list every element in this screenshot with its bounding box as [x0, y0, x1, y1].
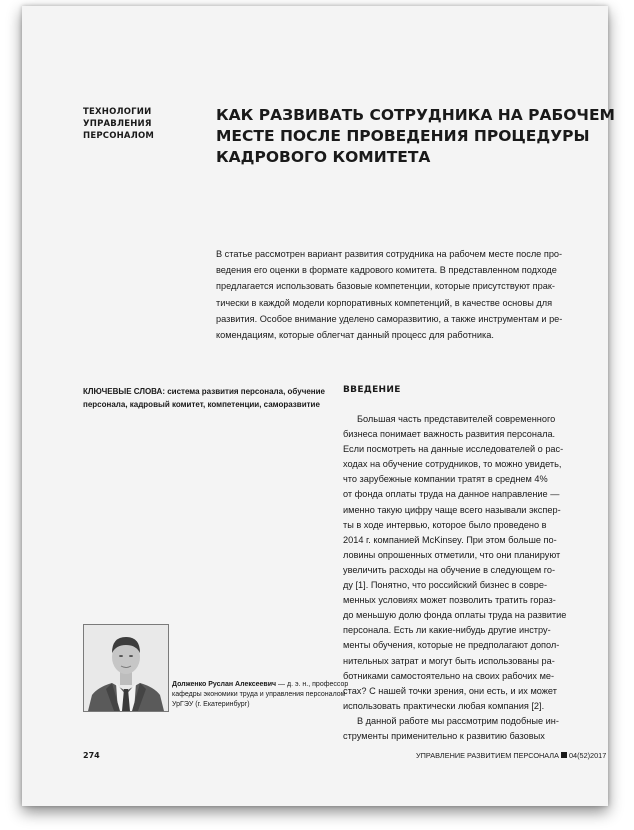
body-line: ловины опрошенных отметили, что они планируют: [343, 549, 561, 560]
abstract-line: В статье рассмотрен вариант развития сотрудника на рабочем месте после про-: [216, 249, 563, 259]
square-separator-icon: [561, 752, 567, 758]
section-label-line: ПЕРСОНАЛОМ: [83, 131, 155, 141]
author-line: [172, 680, 352, 690]
abstract-line: предлагается использовать базовые компетенции, которые присутствуют прак-: [216, 281, 555, 292]
body-line: увеличить расходы на обучение в следующем го-: [343, 564, 556, 575]
author-name: Долженко Руслан Алексеевич: [172, 681, 277, 688]
body-line: что зарубежные компании тратят в среднем 4%: [343, 474, 548, 485]
body-line: бизнеса понимает важность развития персонала.: [343, 429, 556, 440]
body-line: до меньшую долю фонда оплаты труда на развитие: [343, 610, 567, 621]
author-info: [172, 680, 352, 710]
abstract-line: комендациям, которые облегчат данный процесс для работника.: [216, 330, 494, 341]
author-location: УрГЭУ (г. Екатеринбург): [172, 701, 250, 708]
body-line: В данной работе мы рассмотрим подобные ин-: [357, 715, 559, 726]
body-line: использовать практически любая компания [2].: [343, 700, 545, 711]
intro-text: [343, 412, 605, 744]
section-label: [83, 106, 193, 142]
abstract: [216, 246, 588, 343]
body-line: ду [1]. Понятно, что российский бизнес в совре-: [343, 580, 548, 591]
body-line: ботниками самостоятельно на своих рабочих ме-: [343, 670, 555, 681]
body-line: 2014 г. компанией McKinsey. При этом больше по-: [343, 534, 557, 545]
body-line: ты в ходе интервью, которое было проведено в: [343, 519, 547, 530]
intro-heading: ВВЕДЕНИЕ: [343, 385, 401, 395]
body-line: ходах на обучение сотрудников, то можно увидеть,: [343, 459, 562, 470]
abstract-line: ведения его оценки в формате кадрового комитета. В представленном подходе: [216, 265, 557, 276]
author-affiliation: кафедры экономики труда и управления персоналом: [172, 691, 346, 698]
body-line: Большая часть представителей современного: [357, 414, 556, 424]
body-line: нительных затрат и могут быть использованы ра-: [343, 655, 555, 666]
section-label-line: ТЕХНОЛОГИИ: [83, 107, 152, 117]
body-line: менты обучения, которые не предполагают допол-: [343, 640, 560, 651]
section-label-line: УПРАВЛЕНИЯ: [83, 119, 152, 129]
author-degree: — д. э. н., профессор: [276, 681, 349, 688]
body-line: именно такую цифру чаще всего называли экспер-: [343, 504, 561, 515]
journal-footer: [416, 751, 606, 760]
article-title-line: КАК РАЗВИВАТЬ СОТРУДНИКА НА РАБОЧЕМ: [216, 106, 615, 124]
journal-name: УПРАВЛЕНИЕ РАЗВИТИЕМ ПЕРСОНАЛА: [416, 751, 559, 760]
journal-issue: 04(52)2017: [568, 751, 607, 760]
page-number: 274: [83, 751, 100, 760]
article-title-line: МЕСТЕ ПОСЛЕ ПРОВЕДЕНИЯ ПРОЦЕДУРЫ: [216, 127, 590, 145]
body-line: Если посмотреть на данные исследователей о рас-: [343, 444, 564, 455]
abstract-line: развития. Особое внимание уделено саморазвитию, а также инструментам и ре-: [216, 313, 563, 324]
keywords-line: КЛЮЧЕВЫЕ СЛОВА: система развития персонала, обучение: [83, 387, 325, 396]
article-title: [216, 105, 615, 168]
author-photo: [83, 624, 169, 712]
body-line: струменты применительно к развитию базовых: [343, 730, 545, 741]
body-line: стах? С нашей точки зрения, они есть, и их может: [343, 685, 557, 696]
body-line: персонала. Есть ли какие-нибудь другие инстру-: [343, 625, 551, 636]
keywords: [83, 386, 333, 411]
keywords-line: персонала, кадровый комитет, компетенции, саморазвитие: [83, 399, 320, 409]
body-line: менных условиях может позволить тратить гораз-: [343, 595, 556, 606]
body-line: от фонда оплаты труда на данное направление —: [343, 489, 560, 500]
abstract-line: тически в каждой модели корпоративных компетенций, в качестве основы для: [216, 297, 553, 308]
article-title-line: КАДРОВОГО КОМИТЕТА: [216, 148, 431, 166]
journal-page: [22, 6, 615, 806]
